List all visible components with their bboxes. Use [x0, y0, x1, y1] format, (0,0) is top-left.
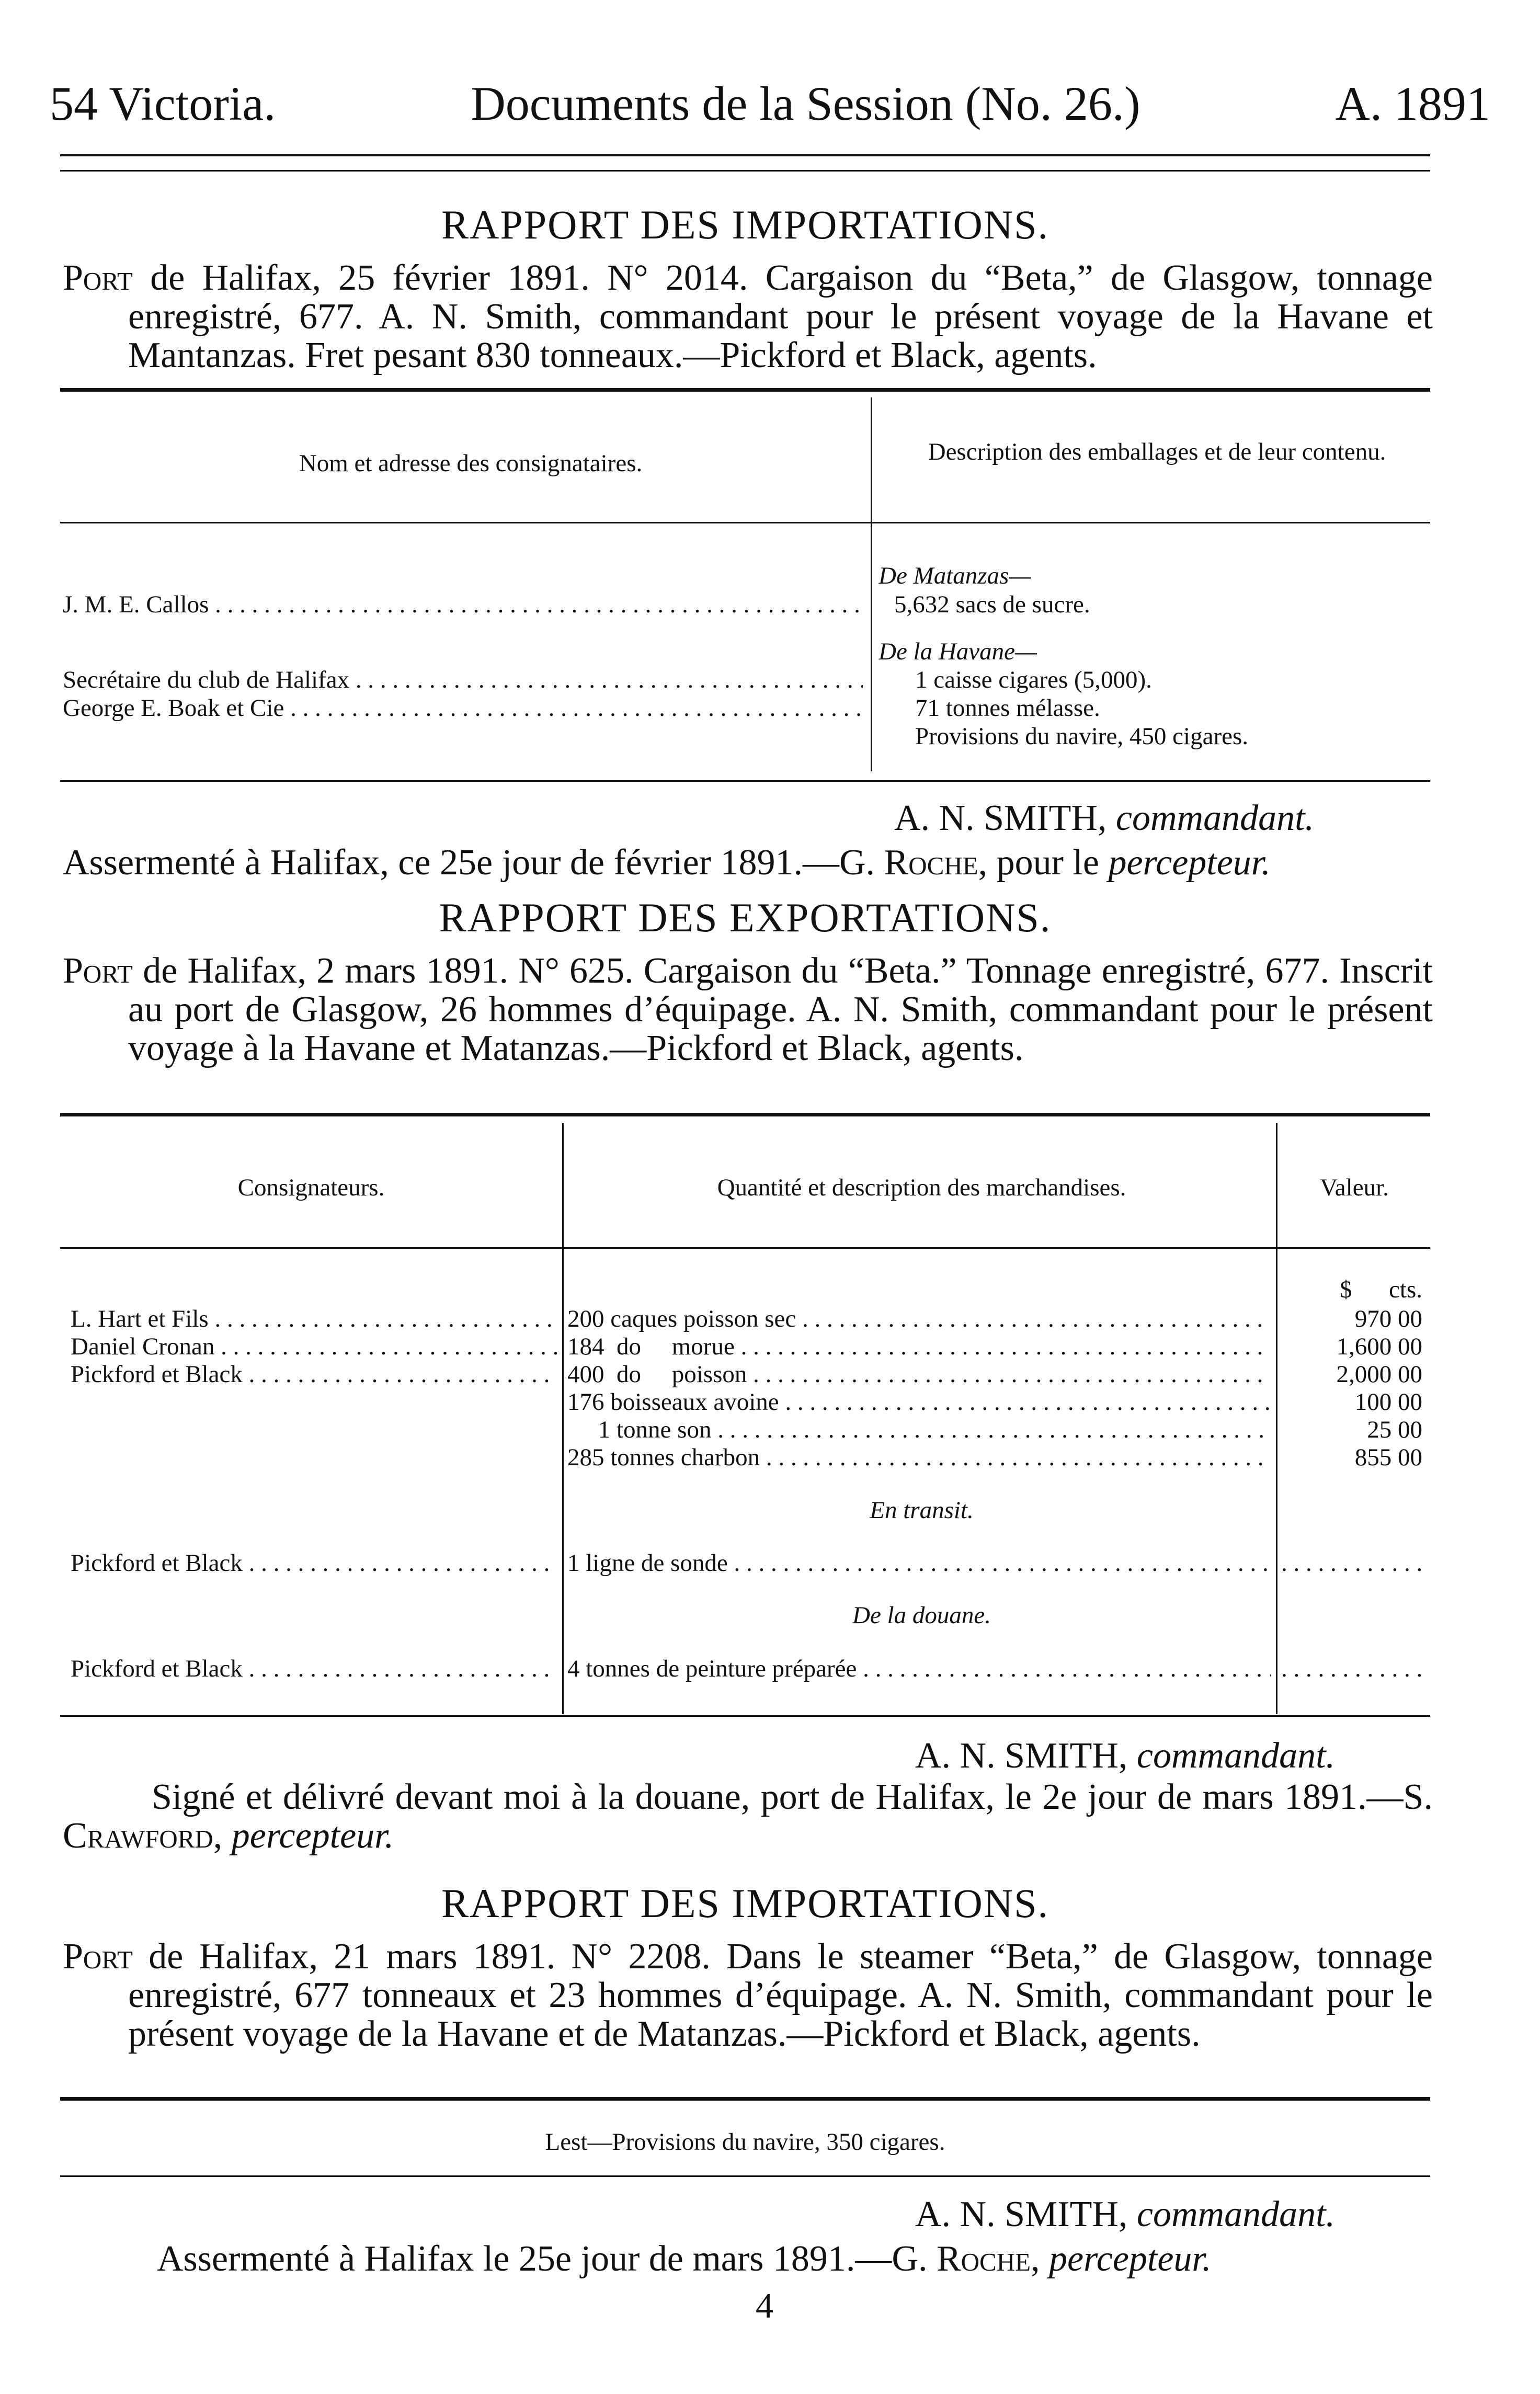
exports-transit-consignor: Pickford et Black . . .: [71, 1549, 557, 1577]
imports2-top-rule: [60, 2097, 1430, 2101]
exports-header-rule: [60, 1247, 1430, 1249]
exports-section-douane: De la douane.: [852, 1602, 991, 1629]
header-rule-bottom: [60, 170, 1430, 172]
exports-signature-name: A. N. SMITH,: [915, 1736, 1128, 1776]
imports2-paragraph: [63, 1937, 1433, 2054]
imports2-sworn-connector: ,: [1031, 2239, 1050, 2279]
imports2-sworn: [157, 2238, 1211, 2280]
imports2-bottom-rule: [60, 2175, 1430, 2177]
imports1-row-desc: Provisions du navire, 450 cigares.: [915, 723, 1249, 750]
imports2-lest: Lest—Provisions du navire, 350 cigares.: [545, 2128, 945, 2156]
header-center: Documents de la Session (No. 26.): [471, 77, 1140, 130]
imports2-signature-role: commandant.: [1136, 2194, 1336, 2235]
imports1-sworn-text: Assermenté à Halifax, ce 25e jour de février 1891.—G.: [63, 842, 884, 883]
exports-port-word: Port: [63, 951, 133, 991]
imports1-signature: [894, 797, 1314, 839]
imports1-table-top-rule: [60, 388, 1430, 392]
imports1-port-word: Port: [63, 258, 133, 298]
exports-row-desc: 285 tonnes charbon . . .: [567, 1444, 1271, 1472]
exports-section-transit: En transit.: [870, 1497, 974, 1524]
imports1-col-divider: [871, 397, 872, 771]
exports-col-header-desc: Quantité et description des marchandises.: [717, 1174, 1126, 1201]
exports-signature: [915, 1735, 1335, 1777]
exports-signed-paragraph: [63, 1778, 1433, 1855]
imports2-sworn-name: Roche: [936, 2239, 1031, 2279]
exports-signed-role: percepteur.: [231, 1816, 394, 1856]
exports-row-desc: 176 boisseaux avoine . . .: [567, 1388, 1271, 1416]
imports1-col-header-desc: Description des emballages et de leur contenu.: [928, 438, 1386, 465]
imports2-sworn-role: percepteur.: [1049, 2239, 1212, 2279]
imports1-row-name: George E. Boak et Cie . . .: [63, 694, 863, 722]
exports-douane-desc: 4 tonnes de peinture préparée . . .: [567, 1655, 1271, 1683]
exports-row-value: 25 00: [1367, 1416, 1422, 1443]
exports-currency-label: $ cts.: [1340, 1276, 1422, 1303]
exports-row-desc: 200 caques poisson sec . . .: [567, 1305, 1271, 1333]
imports1-sworn: [63, 842, 1271, 884]
imports1-sworn-name: Roche: [884, 842, 978, 883]
exports-row-value: 100 00: [1354, 1388, 1422, 1416]
exports-row-value: 2,000 00: [1336, 1361, 1422, 1388]
exports-col-divider-2: [1276, 1123, 1277, 1714]
exports-signed-connector: ,: [213, 1816, 232, 1856]
header-left: 54 Victoria.: [50, 77, 276, 130]
exports-douane-consignor: Pickford et Black . . .: [71, 1655, 557, 1683]
imports1-signature-name: A. N. SMITH,: [894, 798, 1107, 838]
imports2-sworn-text: Assermenté à Halifax le 25e jour de mars 1891.—G.: [157, 2239, 937, 2279]
imports2-port-word: Port: [63, 1936, 133, 1977]
running-header: [50, 76, 1490, 131]
exports-row-value: 855 00: [1354, 1444, 1422, 1471]
imports2-signature-name: A. N. SMITH,: [915, 2194, 1128, 2235]
exports-signed-text: Signé et délivré devant moi à la douane, port de Halifax, le 2e jour de mars 1891.—S.: [152, 1777, 1433, 1817]
imports1-section-havane: De la Havane—: [879, 638, 1037, 665]
imports1-table-bottom-rule: [60, 780, 1430, 782]
imports1-paragraph: [63, 259, 1433, 375]
exports-row-consignor: L. Hart et Fils . . .: [71, 1305, 557, 1333]
exports-col-divider-1: [562, 1123, 564, 1714]
imports2-text: de Halifax, 21 mars 1891. N° 2208. Dans le steamer “Beta,” de Glasgow, tonnage enregistré, 677 tonneaux et 23 hommes d’équipage. A. N. Smith, commandant pour le présent voyage de la Havane et de Matanzas.—Pickford et Black, agents.: [128, 1936, 1433, 2054]
imports1-sworn-connector: , pour le: [978, 842, 1109, 883]
exports-title: RAPPORT DES EXPORTATIONS.: [439, 895, 1052, 940]
imports1-signature-role: commandant.: [1115, 798, 1315, 838]
exports-transit-value-leader: [1281, 1549, 1422, 1577]
exports-douane-value-leader: [1281, 1655, 1422, 1683]
imports1-row-desc: 1 caisse cigares (5,000).: [915, 666, 1152, 693]
exports-row-consignor: Pickford et Black . . .: [71, 1361, 557, 1388]
exports-table-bottom-rule: [60, 1715, 1430, 1717]
header-rule-top: [60, 154, 1430, 156]
imports1-text: de Halifax, 25 février 1891. N° 2014. Cargaison du “Beta,” de Glasgow, tonnage enregistré, 677. A. N. Smith, commandant pour le présent voyage de la Havane et Mantanzas. Fret pesant 830 tonneaux.—Pickford et Black, agents.: [128, 258, 1433, 375]
exports-row-value: 970 00: [1354, 1305, 1422, 1332]
header-right: A. 1891: [1335, 77, 1490, 130]
exports-col-header-value: Valeur.: [1320, 1174, 1389, 1201]
imports1-header-rule: [60, 522, 1430, 523]
imports1-section-matanzas: De Matanzas—: [879, 562, 1031, 589]
exports-row-desc: 184 do morue . . .: [567, 1333, 1271, 1361]
imports1-row-name: J. M. E. Callos . . .: [63, 591, 863, 619]
imports1-sworn-role: percepteur.: [1108, 842, 1271, 883]
imports2-title: RAPPORT DES IMPORTATIONS.: [441, 1880, 1049, 1926]
exports-transit-desc: 1 ligne de sonde . . .: [567, 1549, 1271, 1577]
exports-row-desc: 400 do poisson . . .: [567, 1361, 1271, 1388]
exports-paragraph: [63, 952, 1433, 1068]
exports-row-desc: 1 tonne son . . .: [567, 1416, 1271, 1444]
exports-row-consignor: Daniel Cronan . . .: [71, 1333, 557, 1361]
page-number: 4: [756, 2286, 773, 2325]
imports1-row-desc: 71 tonnes mélasse.: [915, 694, 1100, 722]
exports-signed-name: Crawford: [63, 1816, 213, 1856]
imports1-row-desc: 5,632 sacs de sucre.: [894, 591, 1090, 618]
exports-text: de Halifax, 2 mars 1891. N° 625. Cargaison du “Beta.” Tonnage enregistré, 677. Inscrit au port de Glasgow, 26 hommes d’équipage. A. N. Smith, commandant pour le présent voyage à la Havane et Matanzas.—Pickford et Black, agents.: [128, 951, 1433, 1068]
imports1-col-header-name: Nom et adresse des consignataires.: [299, 450, 643, 477]
exports-col-header-consignor: Consignateurs.: [237, 1174, 385, 1201]
exports-table-top-rule: [60, 1113, 1430, 1116]
exports-row-value: 1,600 00: [1336, 1333, 1422, 1360]
imports1-title: RAPPORT DES IMPORTATIONS.: [441, 202, 1049, 247]
imports2-signature: [915, 2194, 1335, 2236]
exports-signature-role: commandant.: [1136, 1736, 1336, 1776]
imports1-row-name: Secrétaire du club de Halifax . . .: [63, 666, 863, 694]
